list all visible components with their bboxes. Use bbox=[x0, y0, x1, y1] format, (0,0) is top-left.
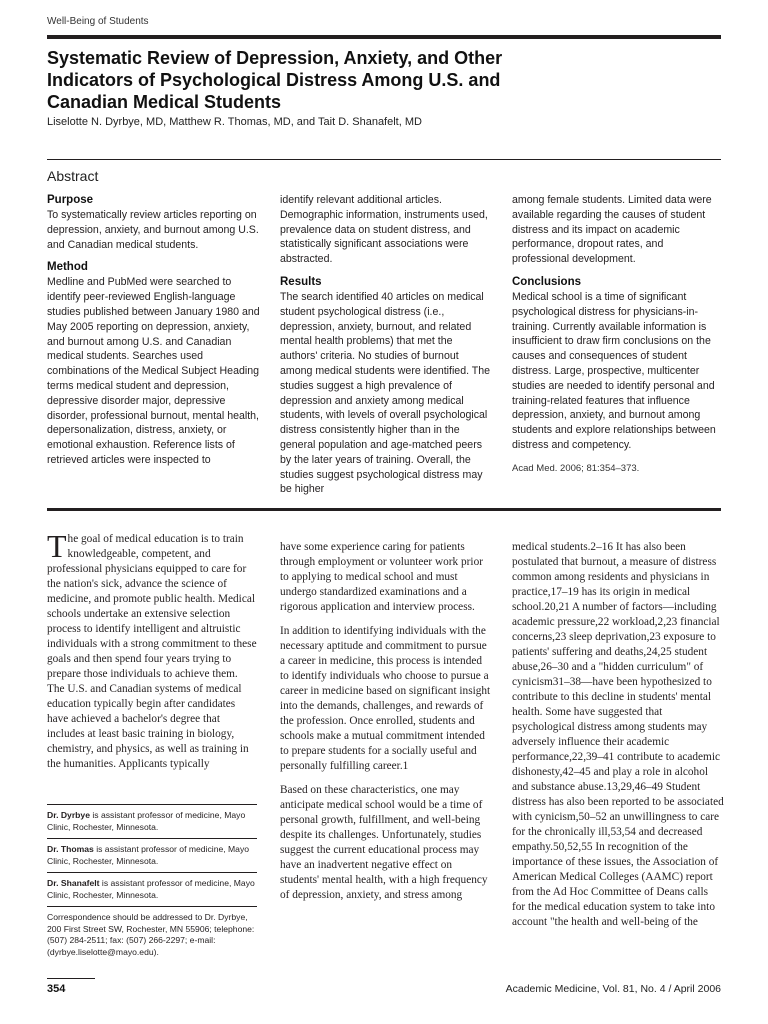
results-heading: Results bbox=[280, 275, 322, 288]
abstract-divider bbox=[47, 159, 721, 160]
author-note-dyrbye bbox=[47, 804, 257, 838]
abstract-column-2 bbox=[280, 193, 492, 497]
note-author-text: is assistant professor of medicine, Mayo Clinic, Rochester, Minnesota. bbox=[47, 810, 246, 832]
author-list: Liselotte N. Dyrbye, MD, Matthew R. Thomas, MD, and Tait D. Shanafelt, MD bbox=[47, 116, 422, 128]
intro-paragraph bbox=[47, 528, 257, 772]
top-rule bbox=[47, 35, 721, 39]
abstract-citation: Acad Med. 2006; 81:354–373. bbox=[512, 462, 640, 474]
results-text-continued: among female students. Limited data were available regarding the causes of student distress and its impact on academic performance, dropout rates, and professional development. bbox=[512, 194, 712, 266]
author-notes bbox=[47, 804, 257, 958]
abstract-heading: Abstract bbox=[47, 168, 99, 184]
body-paragraph: medical students.2–16 It has also been postulated that burnout, a measure of distress common among residents and physicians in practice,17–19 has its origin in medical school.20,21 A number of factors—including academic pressure,22 workload,2,23 financial concerns,23 sleep deprivation,23 exposure to patients' suffering and deaths,24,25 student abuse,26–30 and a "hidden curriculum" of cynicism31–38—have been hypothesized to contribute to this decline in students' mental health. Some have suggested that psychological distress among students may adversely influence their academic performance,22,39–41 contribute to academic dishonesty,42–45 and play a role in alcohol and substance abuse.13,29,46–49 Student distress has also been reported to be associated with cynicism,50–52 an unwillingness to care for the chronically ill,53,54 and decreased empathy.50,52,55 In recognition of the importance of these issues, the Association of American Medical Colleges (AAMC) report from the Ad Hoc Committee of Deans calls for the medical education system to take into account "the health and well-being of the bbox=[512, 541, 724, 928]
note-author-name: Dr. Thomas bbox=[47, 844, 94, 854]
abstract-column-3 bbox=[512, 193, 722, 477]
body-paragraph: Based on these characteristics, one may anticipate medical school would be a time of personal growth, fulfillment, and well-being despite its challenges. Unfortunately, studies suggest the current educational process may have an inadvertent negative effect on students' mental health, with a high frequency of depression, anxiety, and stress among bbox=[280, 784, 488, 901]
intro-text: he goal of medical education is to train knowledgeable, competent, and professional physicians equipped to care for the nation's sick, advance the science of medicine, and promote public health. Medical schools undertake an extensive selection process to identify intelligent and altruistic individuals with a strong commitment to these goals and then spend four years trying to prepare those individuals to achieve them. The U.S. and Canadian systems of medical education typically begin after candidates have achieved a bachelor's degree that includes at least basic training in biology, chemistry, and physics, as well as training in the humanities. Applicants typically bbox=[47, 533, 257, 770]
purpose-text: To systematically review articles reporting on depression, anxiety, and burnout among U.S. and Canadian medical students. bbox=[47, 209, 259, 251]
method-heading: Method bbox=[47, 261, 88, 274]
purpose-heading: Purpose bbox=[47, 194, 94, 206]
method-text: Medline and PubMed were searched to identify peer-reviewed English-language studies published between January 1980 and May 2005 reporting on depression, anxiety, and burnout among U.S. and Canadian medical students. Searches used combinations of the Medical Subject Heading terms medical student and depression, depressive disorder major, depressive disorder, professional burnout, mental health, depersonalization, distress, anxiety, or emotional exhaustion. Reference lists of retrieved articles were inspected to bbox=[47, 276, 260, 466]
author-note-thomas bbox=[47, 838, 257, 872]
abstract-column-1 bbox=[47, 193, 264, 468]
dropcap-letter: T bbox=[47, 528, 67, 564]
page-number: 354 bbox=[47, 983, 66, 995]
running-head: Well-Being of Students bbox=[47, 16, 149, 27]
body-column-2 bbox=[280, 540, 492, 912]
body-column-3 bbox=[512, 540, 724, 939]
conclusions-heading: Conclusions bbox=[512, 275, 582, 288]
correspondence-note: Correspondence should be addressed to Dr. Dyrbye, 200 First Street SW, Rochester, MN 55906; telephone: (507) 284-2511; fax: (507) 266-2297; e-mail: (dyrbye.liselotte@mayo.edu). bbox=[47, 906, 257, 958]
note-author-text: is assistant professor of medicine, Mayo Clinic, Rochester, Minnesota. bbox=[47, 878, 255, 900]
body-divider bbox=[47, 508, 721, 511]
note-author-name: Dr. Shanafelt bbox=[47, 878, 100, 888]
results-text: The search identified 40 articles on medical student psychological distress (i.e., depression, anxiety, burnout, and related mental health problems) that met the authors' criteria. No studies of burnout among medical students were identified. The studies suggest a high prevalence of depression and anxiety among medical students, with levels of overall psychological distress consistently higher than in the general population and age-matched peers by the later years of training. Overall, the studies suggest psychological distress may be higher bbox=[280, 290, 491, 496]
body-paragraph: In addition to identifying individuals with the necessary aptitude and commitment to pursue a career in medicine, this process is intended to identify individuals who choose to pursue a career in medicine based on significant insight into the demands, challenges, and rewards of the profession. Once enrolled, students and schools make a mutual commitment intended to prepare students for a socially useful and personally fulfilling career.1 bbox=[280, 625, 491, 772]
article-title: Systematic Review of Depression, Anxiety, and Other Indicators of Psychological Distress Among U.S. and Canadian Medical Students bbox=[47, 48, 503, 112]
conclusions-text: Medical school is a time of significant psychological distress for physicians-in-training. Currently available information is insufficient to draw firm conclusions on the causes and consequences of student distress. Large, prospective, multicenter studies are needed to identify personal and training-related features that influence depression, anxiety, and burnout among students and explore relationships between distress and competency. bbox=[512, 290, 716, 451]
body-column-1 bbox=[47, 528, 257, 781]
note-author-name: Dr. Dyrbye bbox=[47, 810, 90, 820]
body-paragraph: have some experience caring for patients through employment or volunteer work prior to applying to medical school and must undergo standardized examinations and a rigorous application and interview process. bbox=[280, 541, 483, 613]
method-text-continued: identify relevant additional articles. Demographic information, instruments used, prevalence data on student distress, and statistically significant associations were abstracted. bbox=[280, 194, 488, 266]
footer-rule bbox=[47, 978, 95, 979]
author-note-shanafelt bbox=[47, 872, 257, 906]
note-author-text: is assistant professor of medicine, Mayo Clinic, Rochester, Minnesota. bbox=[47, 844, 250, 866]
journal-info: Academic Medicine, Vol. 81, No. 4 / April 2006 bbox=[505, 983, 721, 995]
